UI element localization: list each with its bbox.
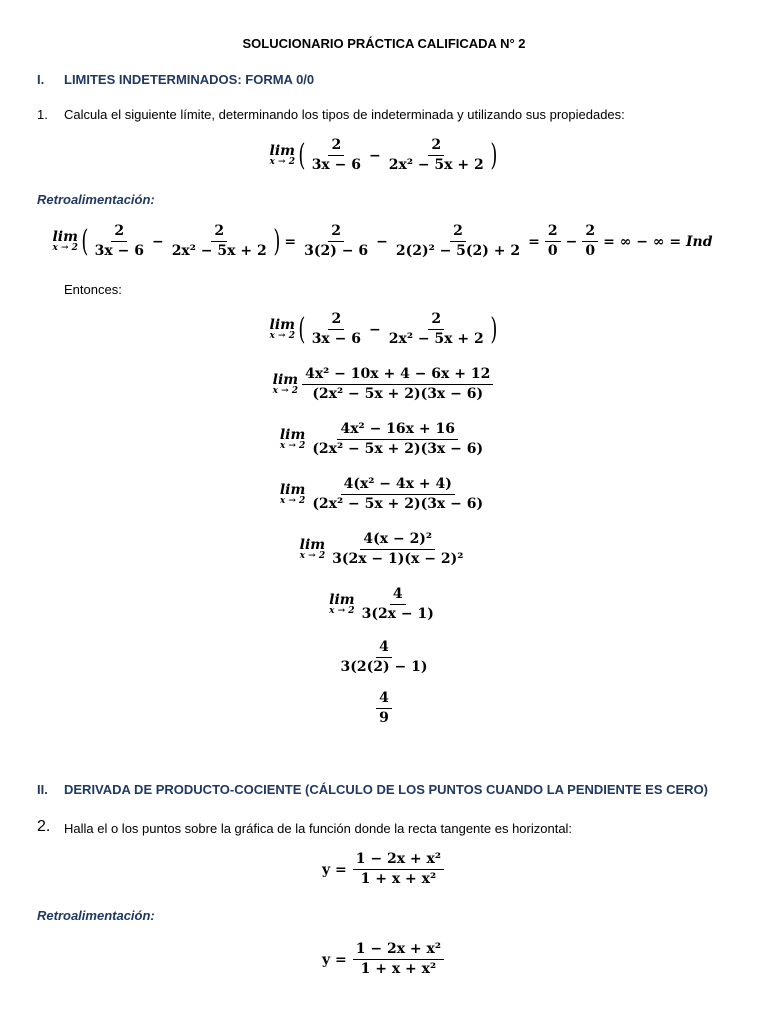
feedback-label-2: Retroalimentación: xyxy=(37,908,155,923)
feedback-label-1: Retroalimentación: xyxy=(37,192,155,207)
section-2-heading: DERIVADA DE PRODUCTO-COCIENTE (CÁLCULO DE LOS PUNTOS CUANDO LA PENDIENTE ES CERO) xyxy=(64,782,709,797)
limit-operator: lim x → 2 xyxy=(269,143,295,168)
section-1-number: I. xyxy=(37,72,45,87)
step-8-result: $\frac{4}{9}$ xyxy=(0,691,768,727)
equation-function-y-repeat: y = $\frac{\text{1 − 2x + x²}}{\text{1 + x + x²}}$ xyxy=(0,942,768,978)
equation-evaluation: lim x → 2 ( $\frac{2}{3x - 6}$ − $\frac{2}{\text{2x² − 5x + 2}}$ ) = $\frac{2}{3(2) - 6}$ − $\frac{2}{\text{2(2)² − 5(2) + 2}}$ = $\frac{2}{0}$ − $\frac{2}{0}$ = ∞ − ∞ = Ind xyxy=(52,223,713,260)
step-5: lim x → 2 $\frac{\text{4(x − 2)²}}{\text{3(2x − 1)(x − 2)²}}$ xyxy=(299,531,464,568)
step-4: lim x → 2 $\frac{\text{4(x² − 4x + 4)}}{\text{(2x² − 5x + 2)(3x − 6)}}$ xyxy=(279,476,484,513)
step-6: lim x → 2 $\frac{4}{3(2x - 1)}$ xyxy=(329,586,434,623)
question-1-text: Calcula el siguiente límite, determinando los tipos de indeterminada y utilizando sus propiedades: xyxy=(64,107,625,122)
step-7: $\frac{4}{3(2(2) - 1)}$ xyxy=(340,639,428,676)
step-1: lim x → 2 ( $\frac{2}{3x - 6}$ − $\frac{2}{\text{2x² − 5x + 2}}$ ) xyxy=(269,311,498,348)
step-3: lim x → 2 $\frac{\text{4x² − 16x + 16}}{\text{(2x² − 5x + 2)(3x − 6)}}$ xyxy=(279,421,484,458)
question-2-number: 2. xyxy=(37,818,51,835)
question-2-text: Halla el o los puntos sobre la gráfica de la función donde la recta tangente es horizontal: xyxy=(64,821,573,836)
page-title: SOLUCIONARIO PRÁCTICA CALIFICADA N° 2 xyxy=(242,36,526,51)
question-1-number: 1. xyxy=(37,107,48,122)
step-2: lim x → 2 $\frac{\text{4x² − 10x + 4 − 6x + 12}}{\text{(2x² − 5x + 2)(3x − 6)}}$ xyxy=(0,367,768,403)
equation-limit-1: lim x → 2 ( $\frac{2}{3x - 6}$ − $\frac{2}{\text{2x² − 5x + 2}}$ ) xyxy=(269,137,498,174)
entonces-label: Entonces: xyxy=(64,282,122,297)
section-1-heading: LIMITES INDETERMINADOS: FORMA 0/0 xyxy=(64,72,315,87)
section-2-number: II. xyxy=(37,782,48,797)
equation-function-y: y = $\frac{\text{1 − 2x + x²}}{\text{1 + x + x²}}$ xyxy=(0,852,768,888)
